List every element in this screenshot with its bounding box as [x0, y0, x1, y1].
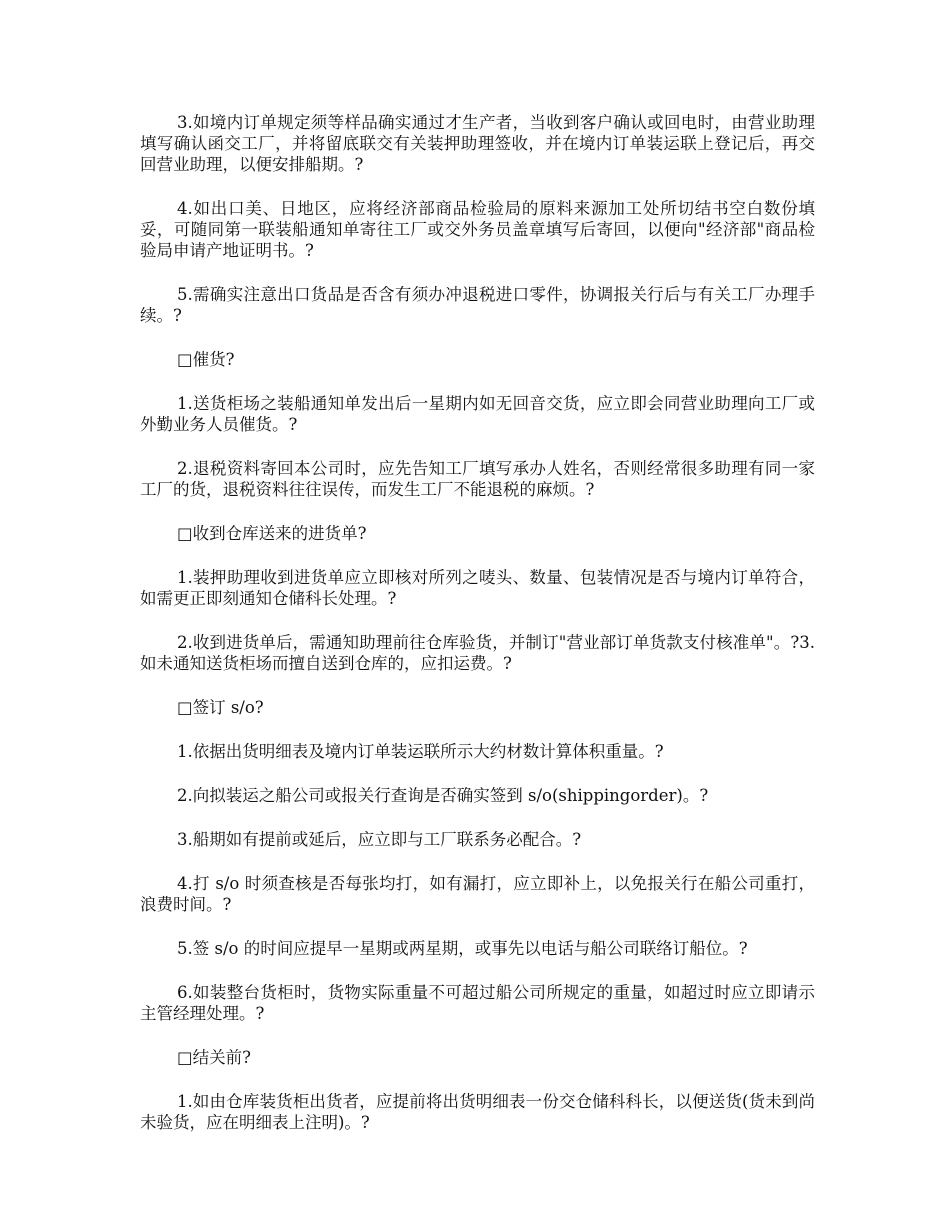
section-heading-expedite: □催货? [177, 350, 235, 369]
section-heading-shipping-order: □签订 s/o? [177, 698, 264, 717]
paragraph-order-confirmation: 3.如境内订单规定须等样品确实通过才生产者，当收到客户确认或回电时，由营业助理填写确认函交工厂，并将留底联交有关装押助理签收，并在境内订单装运联上登记后，再交回营业助理，以便安排船期。? [140, 113, 815, 174]
paragraph-expedite-goods: 1.送货柜场之装船通知单发出后一星期内如无回音交货，应立即会同营业助理向工厂或外勤业务人员催货。? [140, 394, 815, 434]
paragraph-warehouse-shipment: 1.如由仓库装货柜出货者，应提前将出货明细表一份交仓储科科长，以便送货(货未到尚未验货，应在明细表上注明)。? [140, 1092, 815, 1132]
paragraph-schedule-change: 3.船期如有提前或延后，应立即与工厂联系务必配合。? [177, 830, 582, 849]
paragraph-calc-volume: 1.依据出货明细表及境内订单装运联所示大约材数计算体积重量。? [177, 742, 664, 761]
paragraph-tax-documents: 2.退税资料寄回本公司时，应先告知工厂填写承办人姓名，否则经常很多助理有同一家工厂的货，退税资料往往误传，而发生工厂不能退税的麻烦。? [140, 459, 815, 499]
document-page [140, 112, 815, 1156]
paragraph-query-carrier: 2.向拟装运之船公司或报关行查询是否确实签到 s/o(shippingorder)。? [177, 786, 709, 805]
section-heading-receiving-slip: □收到仓库送来的进货单? [177, 524, 367, 543]
section-heading-before-clearance: □结关前? [177, 1048, 251, 1067]
paragraph-tax-refund-parts: 5.需确实注意出口货品是否含有须办冲退税进口零件，协调报关行后与有关工厂办理手续。? [140, 285, 815, 325]
paragraph-verify-marks: 1.装押助理收到进货单应立即核对所列之唛头、数量、包装情况是否与境内订单符合，如需更正即刻通知仓储科长处理。? [140, 568, 815, 608]
paragraph-sign-so-early: 5.签 s/o 的时间应提早一星期或两星期，或事先以电话与船公司联络订船位。? [177, 939, 748, 958]
paragraph-origin-certificate: 4.如出口美、日地区，应将经济部商品检验局的原料来源加工处所切结书空白数份填妥，可随同第一联装船通知单寄往工厂或交外务员盖章填写后寄回，以便向"经济部"商品检验局申请产地证明书。? [140, 199, 815, 260]
paragraph-check-so-printing: 4.打 s/o 时须查核是否每张均打，如有漏打，应立即补上，以免报关行在船公司重打，浪费时间。? [140, 874, 815, 914]
paragraph-container-weight: 6.如装整台货柜时，货物实际重量不可超过船公司所规定的重量，如超过时应立即请示主管经理处理。? [140, 983, 815, 1023]
paragraph-inspection: 2.收到进货单后，需通知助理前往仓库验货，并制订"营业部订单货款支付核准单"。?3.如未通知送货柜场而擅自送到仓库的，应扣运费。? [140, 633, 815, 673]
